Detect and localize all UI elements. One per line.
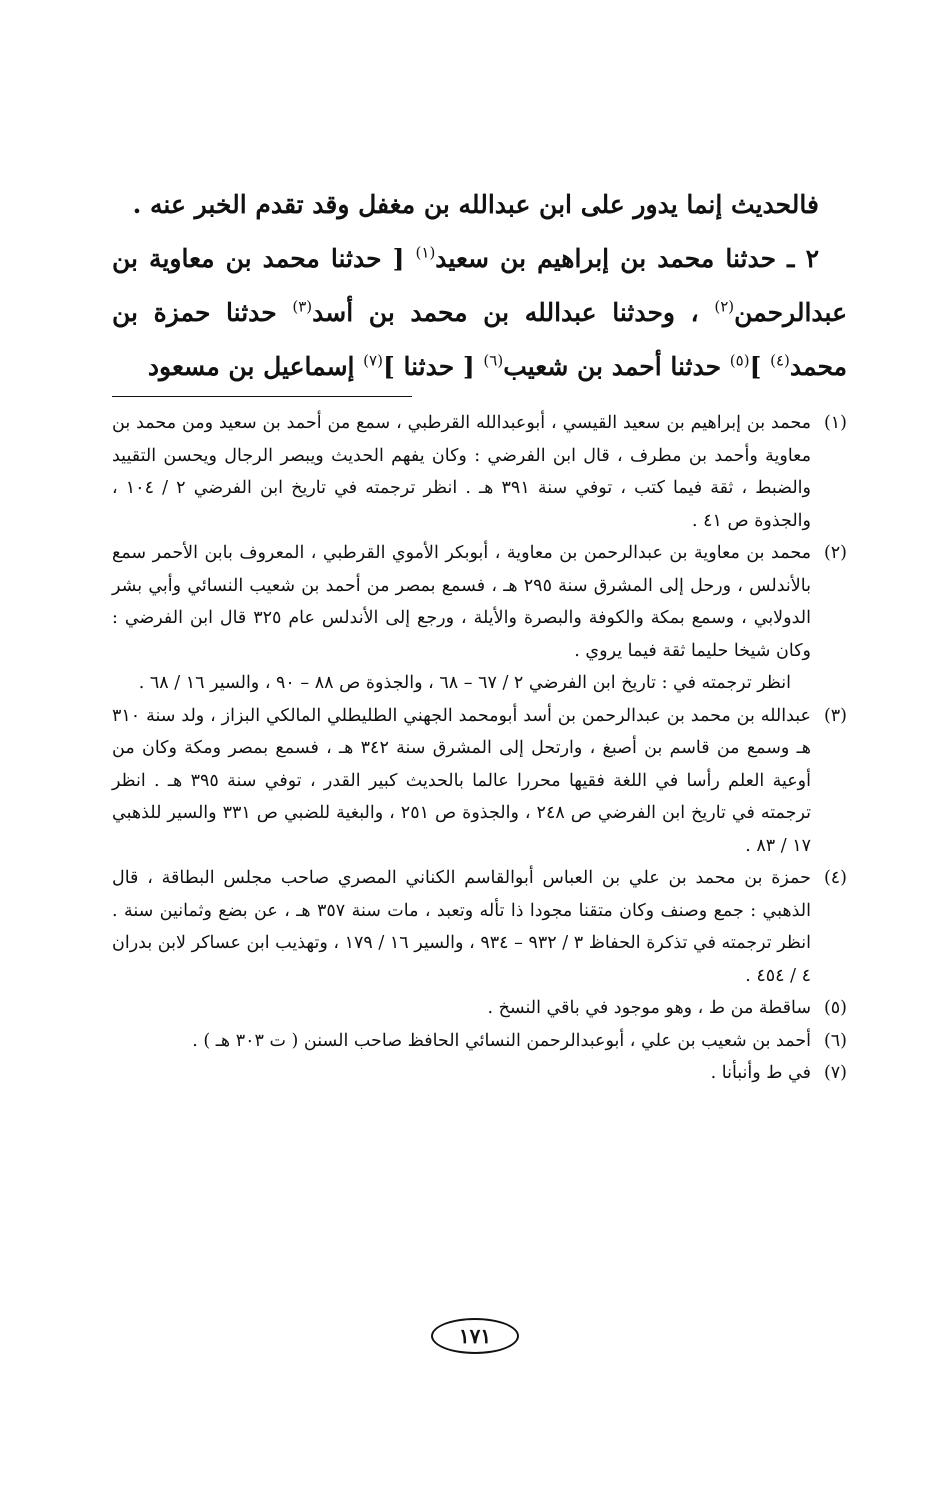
footnote-item (112, 1025, 847, 1058)
footnote-number: (٢) (823, 543, 847, 563)
footnote-item (112, 407, 847, 537)
footnotes (112, 407, 847, 1090)
footnote-number: (٧) (823, 1063, 847, 1083)
hadith-keyword: حدثنا (725, 244, 777, 273)
footnote-number: (٤) (823, 868, 847, 888)
footnote-item (112, 862, 847, 992)
main-text (112, 178, 847, 394)
footnote-separator (112, 396, 412, 397)
footnote-text: محمد بن إبراهيم بن سعيد القيسي ، أبوعبدالله القرطبي ، سمع من أحمد بن سعيد ومن محمد بن معاوية وأحمد بن مطرف ، قال ابن الفرضي : وكان يفهم الحديث ويبصر الرجال ويحسن التقييد والضبط ، ثقة فيما كتب ، توفي سنة ٣٩١ هـ . انظر ترجمته في تاريخ ابن الفرضي ٢ / ١٠٤ ، والجذوة ص ٤١ . (112, 413, 811, 531)
footnote-ref: (٢) (714, 297, 735, 316)
footnote-item (112, 537, 847, 667)
footnote-ref: (٥) (729, 351, 750, 370)
footnote-text: أحمد بن شعيب بن علي ، أبوعبدالرحمن النسائي الحافظ صاحب السنن ( ت ٣٠٣ هـ ) . (192, 1030, 811, 1051)
page-content (112, 178, 847, 1090)
footnote-ref: (٤) (770, 351, 790, 370)
footnote-number: (٣) (823, 705, 847, 726)
main-line-1: فالحديث إنما يدور على ابن عبدالله بن مغفل وقد تقدم الخبر عنه . (132, 190, 819, 219)
footnote-text: ساقطة من ط ، وهو موجود في باقي النسخ . (487, 998, 811, 1018)
footnote-ref: (١) (415, 243, 436, 262)
page-number-badge: ١٧١ (431, 1318, 519, 1354)
footnote-item (112, 1057, 847, 1090)
footnote-text: محمد بن معاوية بن عبدالرحمن بن معاوية ، أبوبكر الأموي القرطبي ، المعروف بابن الأحمر سمع بالأندلس ، ورحل إلى المشرق سنة ٢٩٥ هـ ، فسمع بمصر من أحمد بن شعيب النسائي وأبي بشر الدولابي ، وسمع بمكة والكوفة والبصرة والأيلة ، ورجع إلى الأندلس عام ٣٢٥ قال ابن الفرضي : وكان شيخا حليما ثقة فيما يروي . (112, 543, 811, 661)
footnote-ref: (٣) (292, 297, 313, 316)
footnote-ref: (٦) (483, 351, 504, 370)
footnote-item (112, 992, 847, 1025)
footnote-number: (٥) (823, 998, 847, 1018)
main-text-segment: محمد بن إبراهيم بن سعيد (435, 244, 726, 273)
main-text-segment: [ حدثنا محمد بن معاوية بن عبدالرحمن (112, 244, 847, 327)
main-paragraph-2 (112, 232, 847, 394)
main-text-segment: [ حدثنا ] (382, 352, 484, 381)
main-text-segment: ، وحدثنا عبدالله بن محمد بن أسد (312, 298, 715, 327)
footnote-ref: (٧) (363, 351, 383, 370)
main-text-segment: حدثنا أحمد بن شعيب (503, 352, 730, 381)
footnote-item (112, 700, 847, 863)
main-text-segment: حدثنا حمزة بن محمد (112, 298, 847, 381)
page-number (0, 1318, 950, 1354)
footnote-continuation: انظر ترجمته في : تاريخ ابن الفرضي ٢ / ٦٧ – ٦٨ ، والجذوة ص ٨٨ – ٩٠ ، والسير ١٦ / ٦٨ . (138, 673, 791, 693)
main-text-segment: ] (749, 352, 771, 381)
main-text-segment: إسماعيل بن مسعود (147, 352, 364, 381)
footnote-number: (٦) (823, 1030, 847, 1051)
main-text-segment: ٢ ـ (776, 244, 819, 273)
footnote-text: حمزة بن محمد بن علي بن العباس أبوالقاسم الكناني المصري صاحب مجلس البطاقة ، قال الذهبي : جمع وصنف وكان متقنا مجودا ذا تأله وتعبد ، مات سنة ٣٥٧ هـ ، عن بضع وثمانين سنة . انظر ترجمته في تذكرة الحفاظ ٣ / ٩٣٢ – ٩٣٤ ، والسير ١٦ / ١٧٩ ، وتهذيب ابن عساكر لابن بدران ٤ / ٤٥٤ . (112, 868, 811, 986)
footnote-text: عبدالله بن محمد بن عبدالرحمن بن أسد أبومحمد الجهني الطليطلي المالكي البزاز ، ولد سنة ٣١٠ هـ وسمع من قاسم بن أصبغ ، وارتحل إلى المشرق سنة ٣٤٢ هـ ، فسمع بمصر ومكة وكان من أوعية العلم رأسا في اللغة فقيها محررا عالما بالحديث كبير القدر ، توفي سنة ٣٩٥ هـ . انظر ترجمته في تاريخ ابن الفرضي ص ٢٤٨ ، والجذوة ص ٢٥١ ، والبغية للضبي ص ٣٣١ والسير للذهبي ١٧ / ٨٣ . (112, 705, 811, 856)
footnote-text: في ط وأنبأنا . (710, 1063, 811, 1083)
footnote-number: (١) (823, 413, 847, 433)
